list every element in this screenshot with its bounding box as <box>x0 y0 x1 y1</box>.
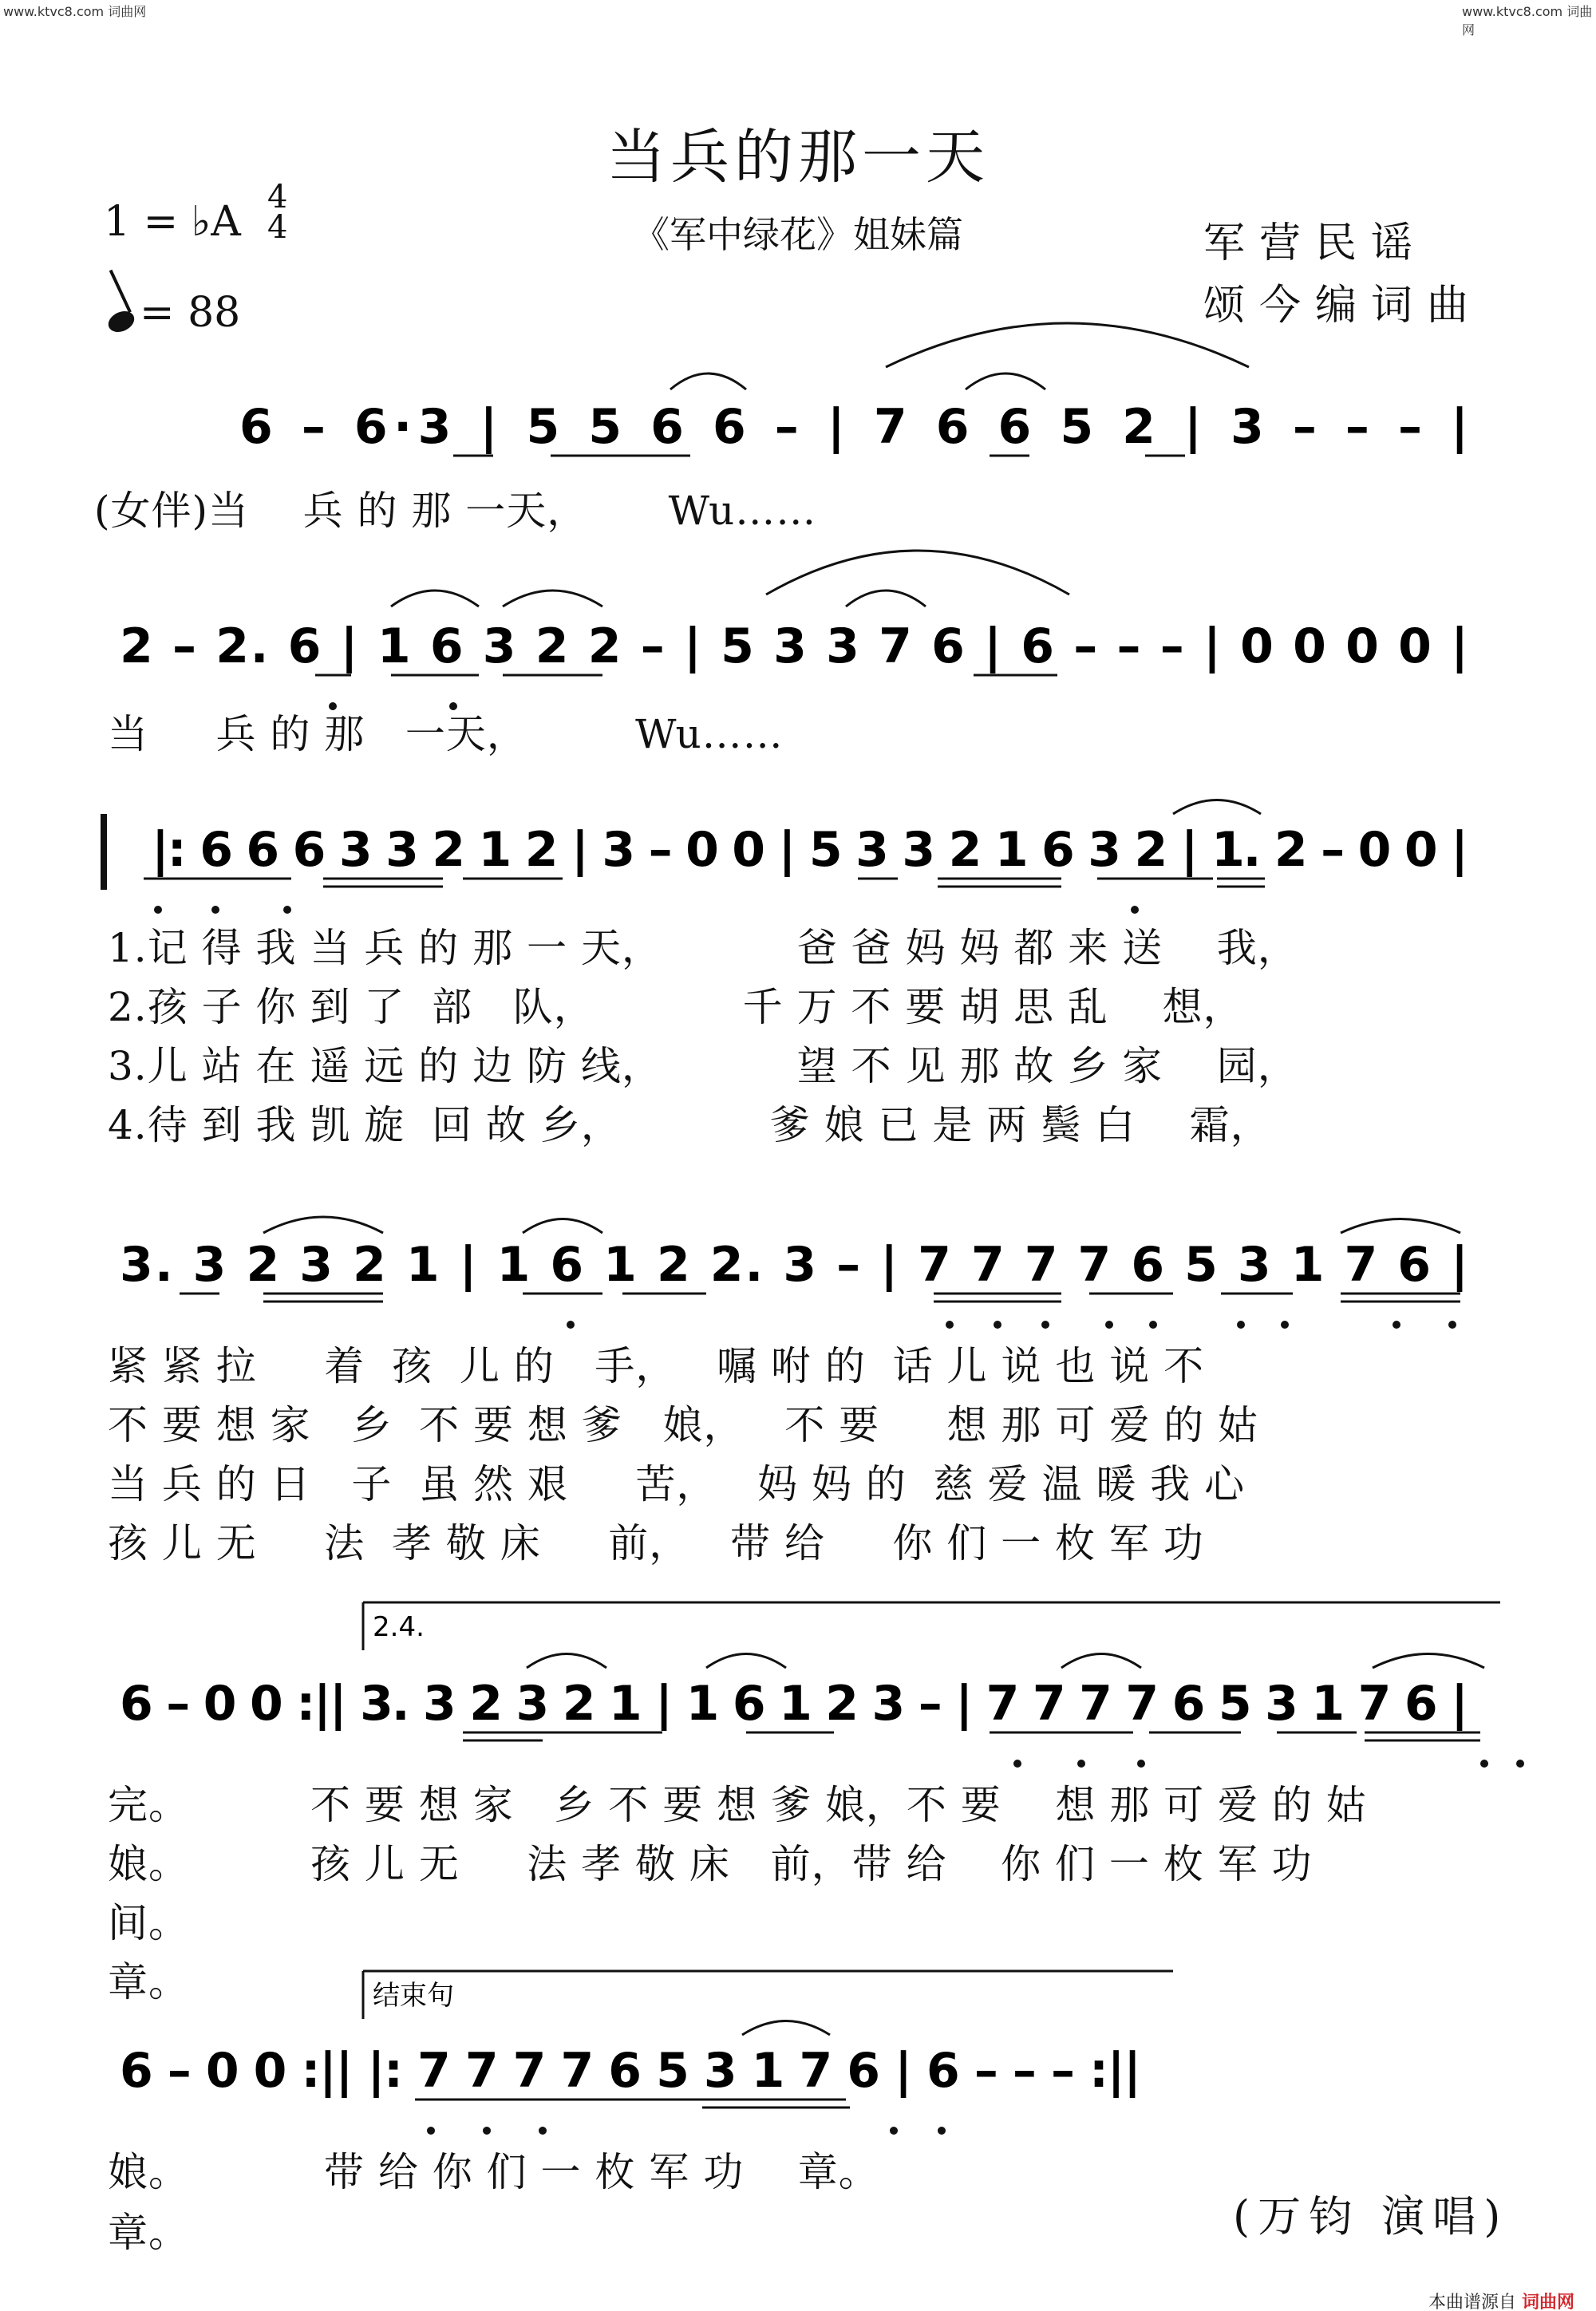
lower-octave-dot <box>1393 1321 1400 1329</box>
lower-octave-dot <box>539 2127 547 2135</box>
slur-mark <box>706 1654 786 1669</box>
lower-octave-dot <box>1105 1321 1113 1329</box>
slur-mark <box>742 2021 830 2036</box>
lower-octave-dot <box>1041 1321 1049 1329</box>
slur-mark <box>1173 800 1261 815</box>
notation-row-2: 2 – 2. 6 | 1 6 3 2 2 – | 5 3 3 7 6 | 6 – – – | 0 0 0 0 | <box>120 618 1468 674</box>
slur-mark <box>966 373 1045 389</box>
lower-octave-dot <box>427 2127 435 2135</box>
time-signature-top: 4 <box>267 179 288 215</box>
slur-mark <box>263 1217 383 1233</box>
slur-mark <box>503 591 602 606</box>
slur-mark <box>846 591 926 606</box>
song-subtitle: 《军中绿花》姐妹篇 <box>633 213 963 256</box>
slur-mark <box>1373 1654 1484 1669</box>
lyrics-system-4-line-1: 紧 紧 拉 着 孩 儿 的 手， 嘱 咐 的 话 儿 说 也 说 不 <box>108 1343 1205 1389</box>
lyrics-system-3-line-4: 4.待 到 我 凯 旋 回 故 乡， 爹 娘 已 是 两 鬓 白 霜， <box>108 1102 1271 1148</box>
lower-octave-dot <box>567 1321 575 1329</box>
notation-row-5: 6 – 0 0 :|| 3. 3 2 3 2 1 | 1 6 1 2 3 – | 7 7 7 7 6 5 3 1 7 6 | <box>120 1676 1469 1732</box>
lower-octave-dot <box>1137 1760 1145 1768</box>
footer-brand: 词曲网 <box>1522 2293 1575 2311</box>
lyrics-system-5-line-3: 间。 <box>108 1900 189 1946</box>
watermark-left: www.ktvc8.com 词曲网 <box>3 4 147 19</box>
ending-label: 结束句 <box>373 1980 454 2012</box>
watermark-right: www.ktvc8.com 词曲网 <box>1462 4 1593 38</box>
notation-row-1: 6 – 6·3 | 5 5 6 6 – | 7 6 6 5 2 | 3 – – – | <box>239 399 1468 455</box>
lower-octave-dot <box>1281 1321 1289 1329</box>
slur-mark <box>670 373 746 389</box>
slur-mark <box>766 551 1069 595</box>
lyrics-system-1-line-1: (女伴)当 兵 的 那 一天， Wu…… <box>94 488 817 534</box>
notation-row-4: 3. 3 2 3 2 1 | 1 6 1 2 2. 3 – | 7 7 7 7 6 5 3 1 7 6 | <box>120 1237 1468 1293</box>
slur-mark <box>391 591 479 606</box>
lower-octave-dot <box>994 1321 1001 1329</box>
lower-octave-dot <box>1013 1760 1021 1768</box>
lyrics-system-6-line-2: 章。 <box>108 2210 189 2256</box>
lyrics-system-5-line-4: 章。 <box>108 1959 189 2005</box>
notation-row-6: 6 – 0 0 :|| |: 7 7 7 7 6 5 3 1 7 6 | 6 – – – :|| <box>120 2043 1141 2099</box>
credit-composer: 颂今编词曲 <box>1203 282 1483 330</box>
lyrics-system-4-line-2: 不 要 想 家 乡 不 要 想 爹 娘， 不 要 想 那 可 爱 的 姑 <box>108 1402 1259 1448</box>
lower-octave-dot <box>211 906 219 914</box>
tempo-value: = 88 <box>140 289 241 337</box>
lower-octave-dot <box>154 906 162 914</box>
notation-row-3: |: 6 6 6 3 3 2 1 2 | 3 – 0 0 | 5 3 3 2 1 6 3 2 | 1. 2 – 0 0 | <box>152 822 1468 878</box>
lyrics-system-5-line-1: 完。 不 要 想 家 乡 不 要 想 爹 娘，不 要 想 那 可 爱 的 姑 <box>108 1782 1367 1828</box>
lower-octave-dot <box>1149 1321 1157 1329</box>
lower-octave-dot <box>483 2127 491 2135</box>
lyrics-system-3-line-1: 1.记 得 我 当 兵 的 那 一 天， 爸 爸 妈 妈 都 来 送 我， <box>108 925 1298 971</box>
lyrics-system-2-line-1: 当 兵 的 那 一天， Wu…… <box>108 711 784 757</box>
lyrics-system-6-line-1: 娘。 带 给 你 们 一 枚 军 功 章。 <box>108 2149 879 2195</box>
footer-credit <box>1428 2289 1574 2311</box>
lyrics-system-3-line-3: 3.儿 站 在 遥 远 的 边 防 线， 望 不 见 那 故 乡 家 园， <box>108 1043 1298 1089</box>
lower-octave-dot <box>1131 906 1139 914</box>
lower-octave-dot <box>938 2127 946 2135</box>
slur-mark <box>523 1219 602 1234</box>
slur-mark <box>527 1654 606 1669</box>
lower-octave-dot <box>890 2127 898 2135</box>
ending-label: 2.4. <box>373 1611 425 1643</box>
lyrics-system-5-line-2: 娘。 孩 儿 无 法 孝 敬 床 前，带 给 你 们 一 枚 军 功 <box>108 1841 1313 1887</box>
lower-octave-dot <box>1516 1760 1524 1768</box>
song-title: 当兵的那一天 <box>606 123 990 192</box>
performer-credit: (万钧 演唱) <box>1233 2191 1509 2242</box>
lower-octave-dot <box>1480 1760 1488 1768</box>
time-signature-bottom: 4 <box>267 209 288 246</box>
slur-mark <box>886 323 1249 367</box>
key-signature: 1 = ♭A <box>104 198 241 246</box>
lyrics-system-4-line-4: 孩 儿 无 法 孝 敬 床 前， 带 给 你 们 一 枚 军 功 <box>108 1520 1204 1566</box>
lower-octave-dot <box>946 1321 954 1329</box>
lower-octave-dot <box>1448 1321 1456 1329</box>
credit-source: 军营民谣 <box>1203 219 1428 267</box>
lower-octave-dot <box>1077 1760 1085 1768</box>
lower-octave-dot <box>1237 1321 1245 1329</box>
lower-octave-dot <box>283 906 291 914</box>
footer-text: 本曲谱源自 <box>1428 2293 1517 2311</box>
lyrics-system-3-line-2: 2.孩 子 你 到 了 部 队， 千 万 不 要 胡 思 乱 想， <box>108 984 1244 1030</box>
slur-mark <box>1341 1219 1460 1234</box>
slur-mark <box>1061 1654 1141 1669</box>
lyrics-system-4-line-3: 当 兵 的 日 子 虽 然 艰 苦， 妈 妈 的 慈 爱 温 暖 我 心 <box>108 1461 1246 1507</box>
